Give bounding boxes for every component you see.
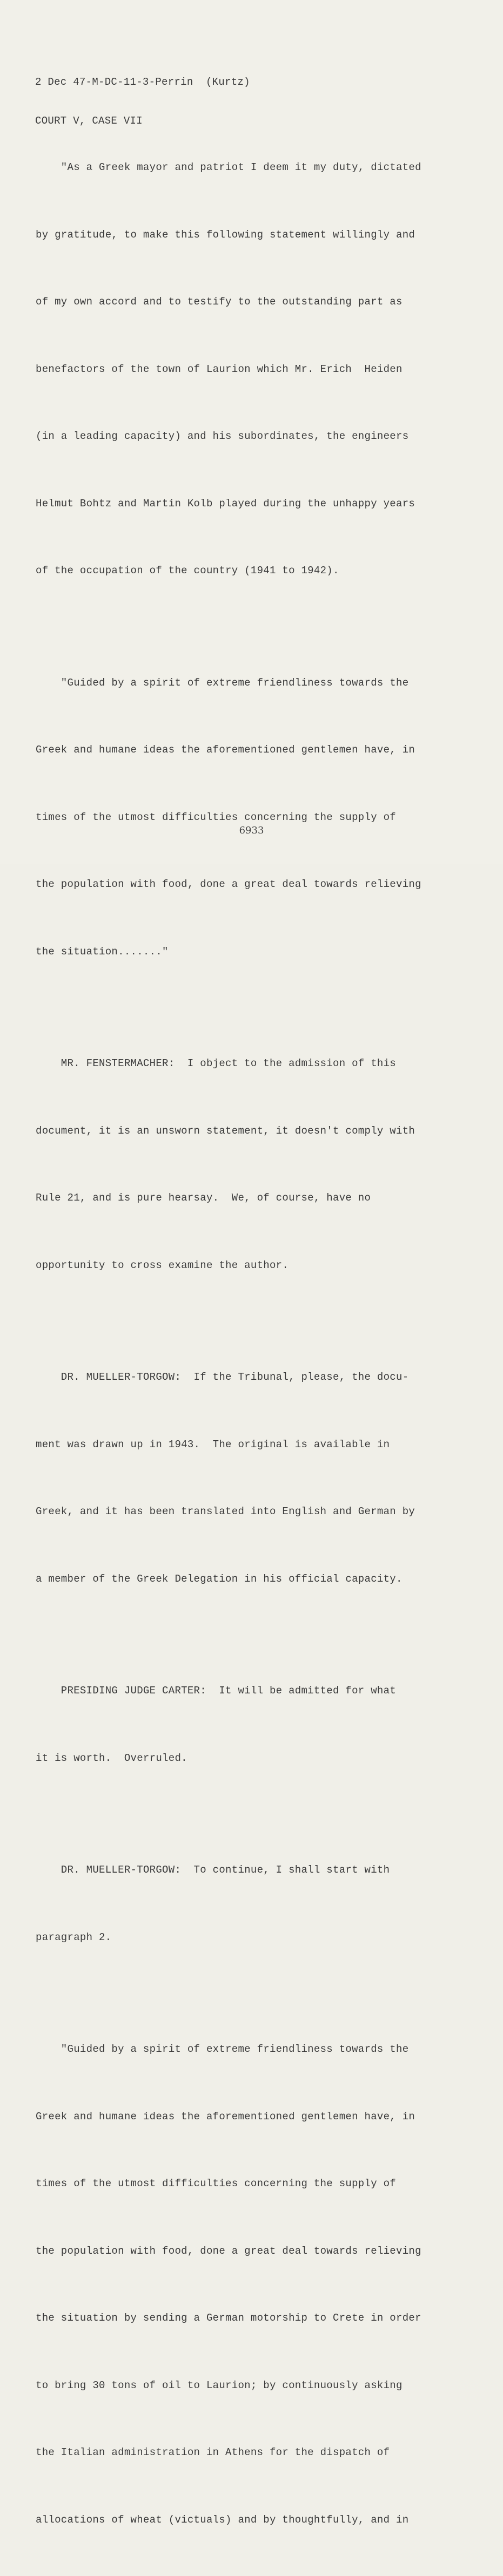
text-line: the Italian administration in Athens for the dispatch of — [36, 2446, 390, 2458]
text-line: of my own accord and to testify to the outstanding part as — [36, 296, 403, 308]
header-court-case: COURT V, CASE VII — [35, 115, 143, 127]
text-line: Rule 21, and is pure hearsay. We, of course, have no — [36, 1192, 371, 1204]
paragraph-continue — [36, 1814, 495, 1994]
text-line: Greek and humane ideas the aforementioned gentlemen have, in — [36, 744, 415, 756]
text-line: the population with food, done a great deal towards relieving — [36, 878, 421, 890]
text-line: benefactors of the town of Laurion which Mr. Erich Heiden — [36, 363, 403, 375]
text-line: a member of the Greek Delegation in his official capacity. — [36, 1572, 403, 1585]
paragraph-defense-response — [36, 1321, 495, 1635]
text-line: Greek and humane ideas the aforementioned gentlemen have, in — [36, 2110, 415, 2123]
text-line: the population with food, done a great deal towards relieving — [36, 2245, 421, 2257]
text-line: Helmut Bohtz and Martin Kolb played during the unhappy years — [36, 497, 415, 510]
text-line: DR. MUELLER-TORGOW: To continue, I shall start with — [36, 1864, 390, 1876]
text-line: the situation......." — [36, 945, 169, 958]
text-line: times of the utmost difficulties concerning the supply of — [36, 811, 397, 823]
transcript-body — [36, 112, 495, 2576]
text-line: (in a leading capacity) and his subordinates, the engineers — [36, 430, 409, 442]
text-line: by gratitude, to make this following statement willingly and — [36, 228, 415, 241]
paragraph-objection — [36, 1008, 495, 1321]
text-line: the situation by sending a German motorship to Crete in order — [36, 2312, 421, 2324]
text-line: to bring 30 tons of oil to Laurion; by continuously asking — [36, 2379, 403, 2391]
text-line: MR. FENSTERMACHER: I object to the admission of this — [36, 1057, 397, 1069]
paragraph-ruling — [36, 1635, 495, 1814]
header-reference: 2 Dec 47-M-DC-11-3-Perrin (Kurtz) — [35, 76, 250, 88]
text-line: of the occupation of the country (1941 to 1942). — [36, 565, 339, 577]
text-line: "Guided by a spirit of extreme friendliness towards the — [36, 676, 409, 689]
text-line: "Guided by a spirit of extreme friendliness towards the — [36, 2043, 409, 2055]
paragraph-statement-paragraph-2 — [36, 1994, 495, 2576]
text-line: opportunity to cross examine the author. — [36, 1259, 289, 1271]
text-line: document, it is an unsworn statement, it doesn't comply with — [36, 1124, 415, 1137]
text-line: ment was drawn up in 1943. The original is available in — [36, 1438, 390, 1450]
text-line: Greek, and it has been translated into English and German by — [36, 1506, 415, 1517]
text-line: paragraph 2. — [36, 1931, 112, 1943]
text-line: PRESIDING JUDGE CARTER: It will be admitted for what — [36, 1685, 397, 1697]
text-line: it is worth. Overruled. — [36, 1752, 187, 1764]
page-number: 6933 — [239, 825, 264, 836]
paragraph-statement-guided — [36, 627, 495, 1008]
text-line: "As a Greek mayor and patriot I deem it my duty, dictated — [36, 161, 421, 173]
text-line: times of the utmost difficulties concerning the supply of — [36, 2178, 397, 2189]
paragraph-statement-intro — [36, 112, 495, 627]
text-line: DR. MUELLER-TORGOW: If the Tribunal, please, the docu- — [36, 1371, 409, 1383]
text-line: allocations of wheat (victuals) and by thoughtfully, and in — [36, 2513, 409, 2526]
